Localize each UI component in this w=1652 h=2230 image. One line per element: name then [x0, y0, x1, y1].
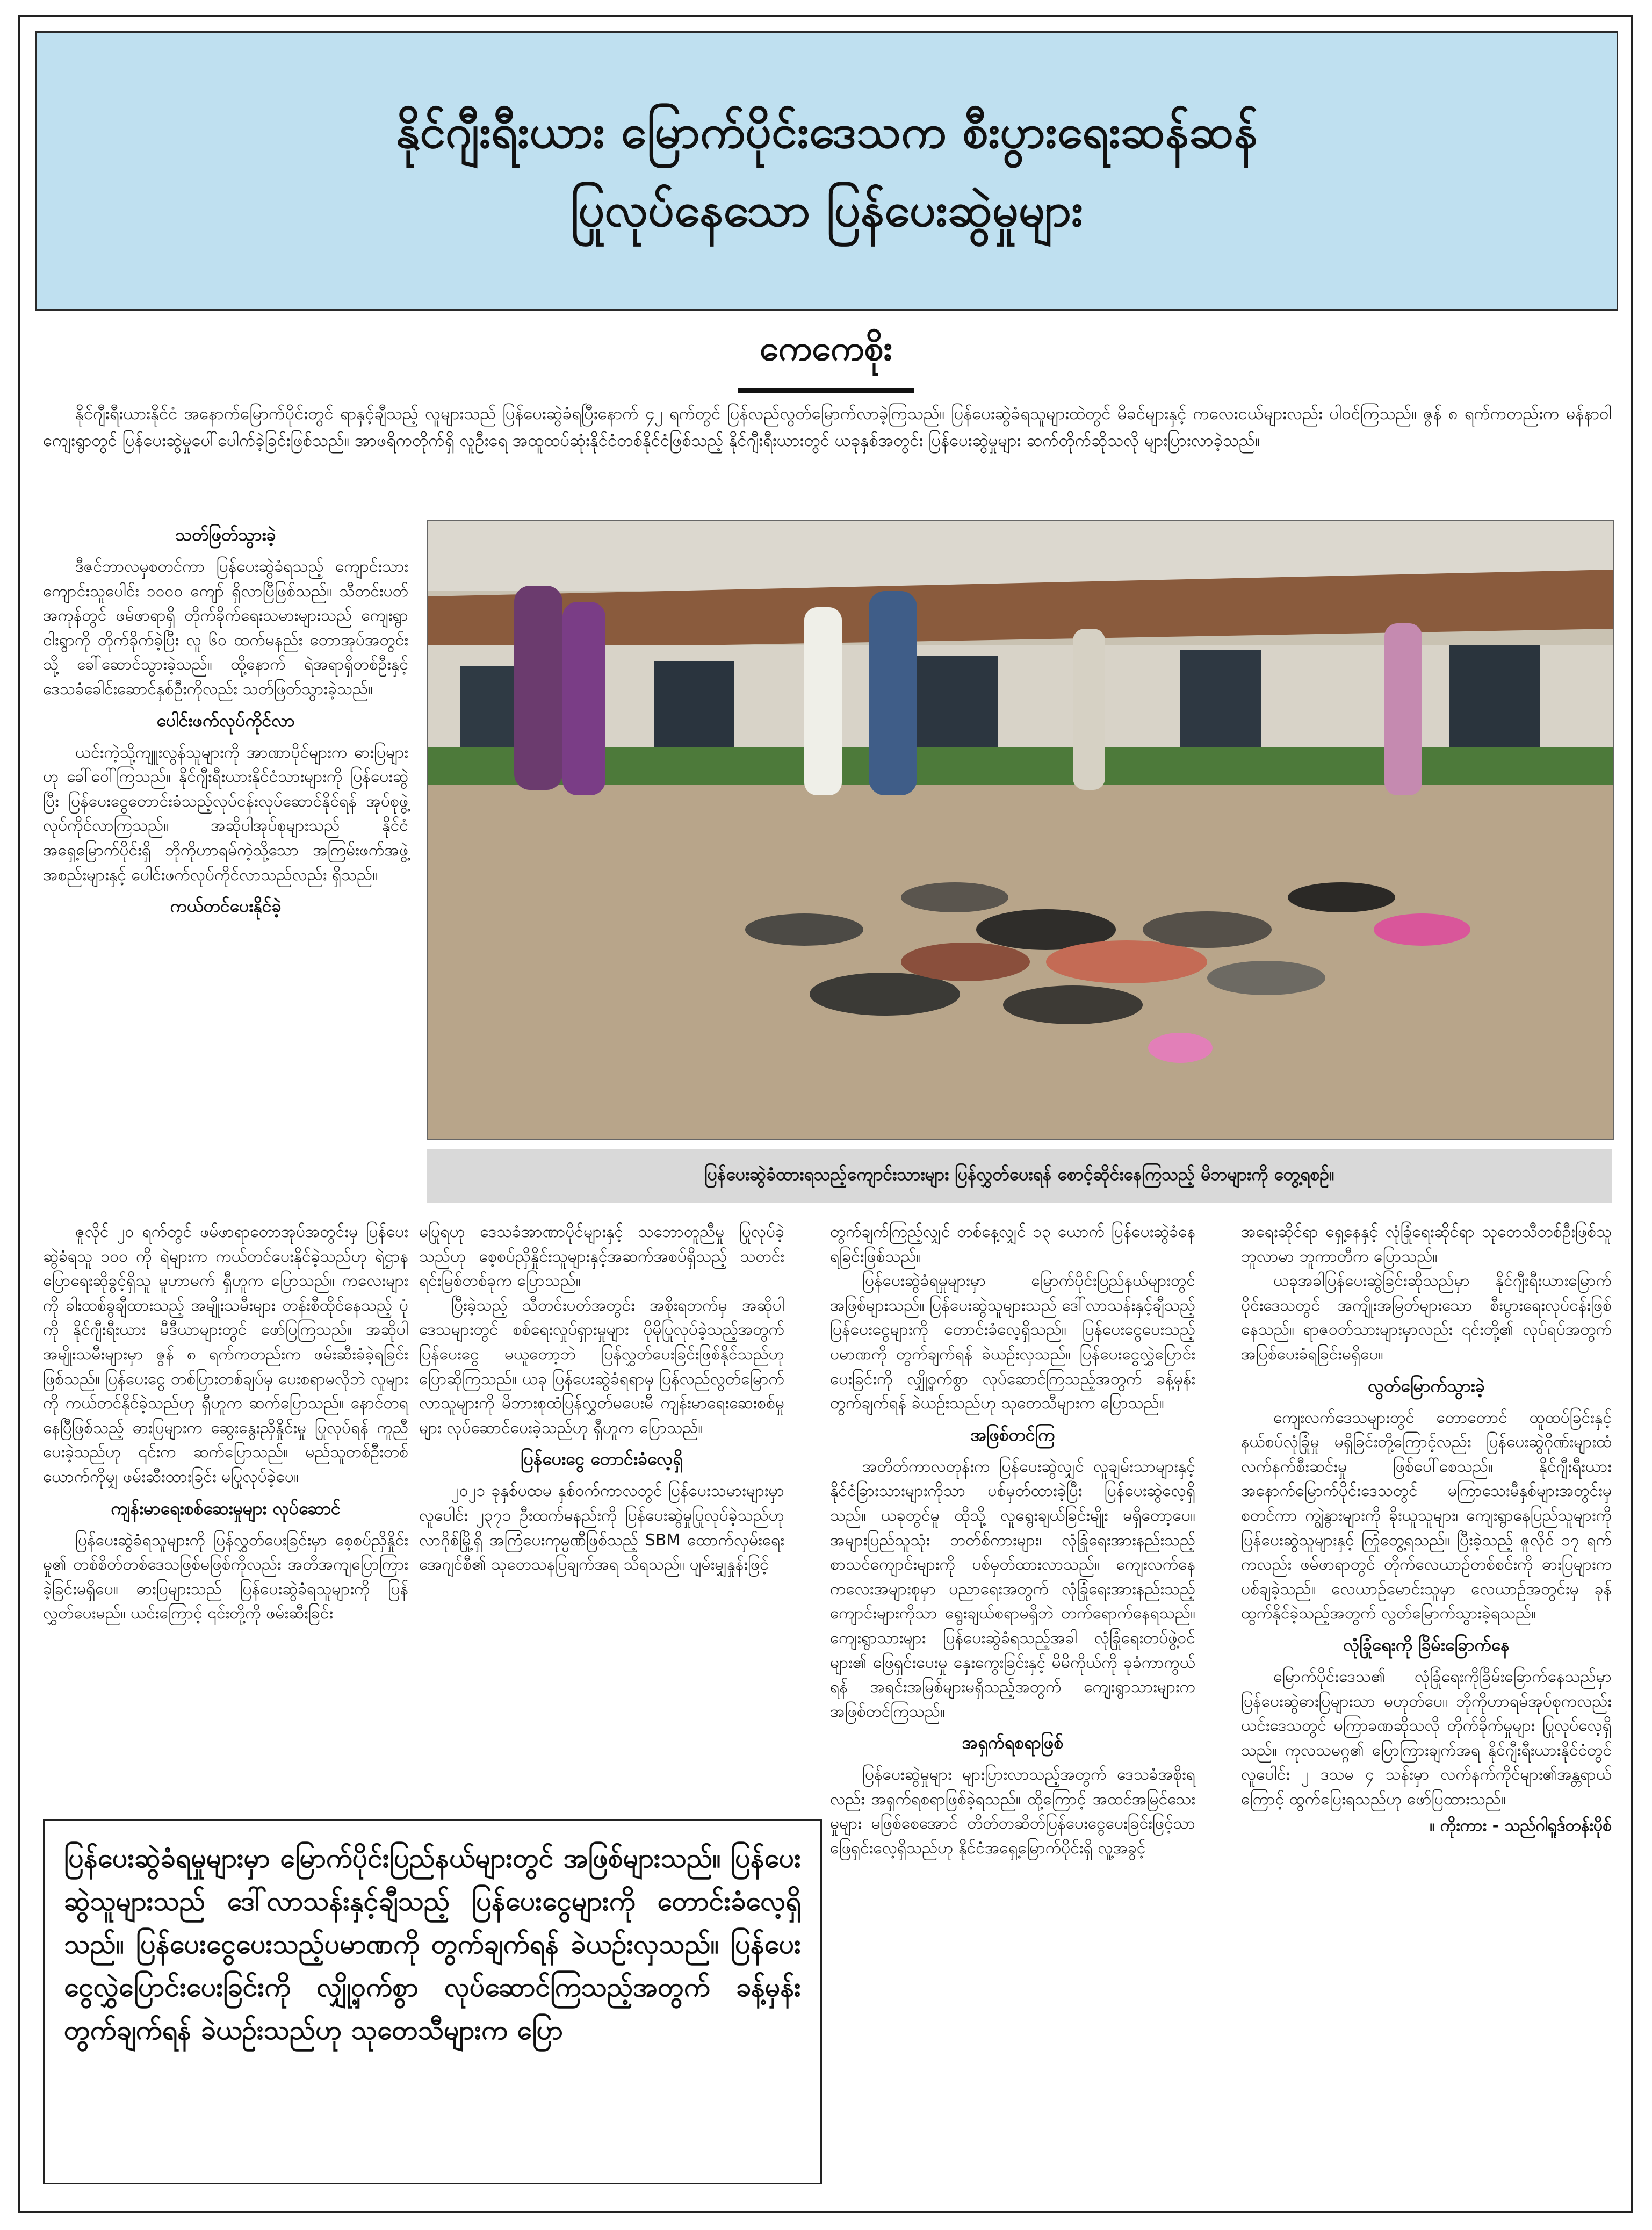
paragraph-14: ကျေးလက်ဒေသများတွင် တောတောင် ထူထပ်ခြင်းနှင့် နယ်စပ်လုံခြုံမှု မရှိခြင်းတို့ကြောင့်လည်း ပြန်ပေးဆွဲဂိုဏ်းများထံ လက်နက်စီးဆင်းမှု ဖြစ်ပေါ်စေသည်။ နိုင်ဂျီးရီးယား အနောက်မြောက်ပိုင်းဒေသတွင် မကြာသေးမီနှစ်များအတွင်းမှ စတင်ကာ ကျွဲနွားများကို ခိုးယူသူများ၊ ကျေးရွာနေပြည်သူများကိုပြန်ပေးဆွဲသူများနှင့် ကြုံတွေ့ရသည်။ ပြီးခဲ့သည့် ဇူလိုင် ၁၇ ရက်ကလည်း ဖမ်ဖာရာတွင် တိုက်လေယာဉ်တစ်စင်းကို ဓားပြများက ပစ်ချခဲ့သည်။ လေယာဉ်မောင်းသူမှာ လေယာဉ်အတွင်းမှ ခုန်ထွက်နိုင်ခဲ့သည့်အတွက် လွတ်မြောက်သွားခဲ့ရသည်။ — [1241, 1408, 1612, 1623]
subhead-6: အဖြစ်တင်ကြ — [970, 1424, 1055, 1445]
news-photo — [427, 520, 1614, 1140]
subhead-4: ကျန်းမာရေးစစ်ဆေးမှုများ လုပ်ဆောင် — [111, 1498, 341, 1519]
paragraph-12: အရေးဆိုင်ရာ ရှေ့နေနှင့် လုံခြုံရေးဆိုင်ရာ သုတေသီတစ်ဦးဖြစ်သူ ဘူလာမာ ဘူကာတီက ပြောသည်။ — [1241, 1222, 1612, 1266]
paragraph-2: ယင်းကဲ့သို့ကျူးလွန်သူများကို အာဏာပိုင်များက ဓားပြများဟု ခေါ်ဝေါ်ကြသည်။ နိုင်ဂျီးရီးယားနိုင်ငံသားများကို ပြန်ပေးဆွဲပြီး ပြန်ပေးငွေတောင်းခံသည့်လုပ်ငန်းလုပ်ဆောင်နိုင်ရန် အုပ်စုဖွဲ့လုပ်ကိုင်လာကြသည်။ အဆိုပါအုပ်စုများသည် နိုင်ငံအရှေ့မြောက်ပိုင်းရှိ ဘိုကိုဟာရမ်ကဲ့သို့သော အကြမ်းဖက်အဖွဲ့အစည်းများနှင့် ပေါင်းဖက်လုပ်ကိုင်လာသည်လည်း ရှိသည်။ — [43, 743, 408, 884]
headline-banner — [35, 31, 1618, 311]
paragraph-1: ဒီဇင်ဘာလမှစတင်ကာ ပြန်ပေးဆွဲခံရသည့် ကျောင်းသားကျောင်းသူပေါင်း ၁၀၀၀ ကျော် ရှိလာပြီဖြစ်သည်။ သီတင်းပတ်အကုန်တွင် ဖမ်ဖာရာရှိ တိုက်ခိုက်ရေးသမားများသည် ကျေးရွာ ငါးရွာကို တိုက်ခိုက်ခဲ့ပြီး လူ ၆၀ ထက်မနည်း တောအုပ်အတွင်းသို့ ခေါ်ဆောင်သွားခဲ့သည်။ ထို့နောက် ရဲအရာရှိတစ်ဦးနှင့် ဒေသခံခေါင်းဆောင်နှစ်ဦးကိုလည်း သတ်ဖြတ်သွားခဲ့သည်။ — [43, 557, 408, 699]
lead-paragraph: နိုင်ဂျီးရီးယားနိုင်ငံ အနောက်မြောက်ပိုင်းတွင် ရာနှင့်ချီသည့် လူများသည် ပြန်ပေးဆွဲခံရပြီးနောက် ၄၂ ရက်တွင် ပြန်လည်လွတ်မြောက်လာခဲ့ကြသည်။ ပြန်ပေးဆွဲခံရသူများထဲတွင် မိခင်များနှင့် ကလေးငယ်များလည်း ပါဝင်ကြသည်။ ဇွန် ၈ ရက်ကတည်းက မန်နာဝါကျေးရွာတွင် ပြန်ပေးဆွဲမှုပေါ်ပေါက်ခဲ့ခြင်းဖြစ်သည်။ အာဖရိကတိုက်ရှိ လူဦးရေ အထူထပ်ဆုံးနိုင်ငံတစ်နိုင်ငံဖြစ်သည့် နိုင်ဂျီးရီးယားတွင် ယခုနှစ်အတွင်း ပြန်ပေးဆွဲမှုများ ဆက်တိုက်ဆိုသလို များပြားလာခဲ့သည်။ — [43, 404, 1612, 450]
photo-caption: ပြန်ပေးဆွဲခံထားရသည့်ကျောင်းသားများ ပြန်လွှတ်ပေးရန် စောင့်ဆိုင်းနေကြသည့် မိဘများကို တွေ့ရစဉ်။ — [427, 1149, 1612, 1203]
paragraph-13: ယခုအခါပြန်ပေးဆွဲခြင်းဆိုသည်မှာ နိုင်ဂျီးရီးယားမြောက်ပိုင်းဒေသတွင် အကျိုးအမြတ်များသော စီးပွားရေးလုပ်ငန်းဖြစ်နေသည်။ ရာဇဝတ်သားများမှာလည်း ၎င်းတို့၏ လုပ်ရပ်အတွက် အပြစ်ပေးခံရခြင်းမရှိပေ။ — [1241, 1271, 1612, 1364]
subhead-9: လုံခြုံရေးကို ခြိမ်းခြောက်နေ — [1343, 1634, 1510, 1655]
paragraph-3: ဇူလိုင် ၂၀ ရက်တွင် ဖမ်ဖာရာတောအုပ်အတွင်းမှ ပြန်ပေးဆွဲခံရသူ ၁၀၀ ကို ရဲများက ကယ်တင်ပေးနိုင်ခဲ့သည်ဟု ရဲဌာနပြောရေးဆိုခွင့်ရှိသူ မူဟာမက် ရှီဟူက ပြောသည်။ ကလေးများကို ခါးထစ်ခွချီထားသည့် အမျိုးသမီးများ တန်းစီထိုင်နေသည့် ပုံကို နိုင်ဂျီးရီးယား မီဒီယာများတွင် ဖော်ပြကြသည်။ အဆိုပါ အမျိုးသမီးများမှာ ဇွန် ၈ ရက်ကတည်းက ဖမ်းဆီးခံခဲ့ရခြင်းဖြစ်သည်။ ပြန်ပေးငွေ တစ်ပြားတစ်ချပ်မှ ပေးစရာမလိုဘဲ လူများကို ကယ်တင်နိုင်ခဲ့သည်ဟု ရှီဟူက ဆက်ပြောသည်။ နောင်တရနေပြီဖြစ်သည့် ဓားပြများက ဆွေးနွေးညှိနှိုင်းမှု ပြုလုပ်ရန် ကူညီပေးခဲ့သည်ဟု ၎င်းက ဆက်ပြောသည်။ မည်သူတစ်ဦးတစ်ယောက်ကိုမျှ ဖမ်းဆီးထားခြင်း မပြုလုပ်ခဲ့ပေ။ — [43, 1222, 408, 1486]
subhead-1: သတ်ဖြတ်သွားခဲ့ — [175, 524, 276, 545]
subhead-8: လွတ်မြောက်သွားခဲ့ — [1368, 1375, 1485, 1396]
column-1-bottom — [43, 1220, 408, 1626]
paragraph-10: အတိတ်ကာလတုန်းက ပြန်ပေးဆွဲလျှင် လူချမ်းသာများနှင့် နိုင်ငံခြားသားများကိုသာ ပစ်မှတ်ထားခဲ့ပြီး ပြန်ပေးဆွဲလေ့ရှိသည်။ ယခုတွင်မူ ထိုသို့ လူရွေးချယ်ခြင်းမျိုး မရှိတော့ပေ။ အများပြည်သူသုံး ဘတ်စ်ကားများ၊ လုံခြုံရေးအားနည်းသည့် စာသင်ကျောင်းများကို ပစ်မှတ်ထားလာသည်။ ကျေးလက်နေ ကလေးအများစုမှာ ပညာရေးအတွက် လုံခြုံရေးအားနည်းသည့် ကျောင်းများကိုသာ ရွေးချယ်စရာမရှိဘဲ တက်ရောက်နေရသည်။ ကျေးရွာသားများ ပြန်ပေးဆွဲခံရသည့်အခါ လုံခြုံရေးတပ်ဖွဲ့ဝင်များ၏ ဖြေရှင်းပေးမှု နှေးကွေးခြင်းနှင့် မိမိကိုယ်ကို ခုခံကာကွယ်ရန် အရင်းအမြစ်များမရှိသည့်အတွက် ကျေးရွာသားများက အဖြစ်တင်ကြသည်။ — [830, 1457, 1195, 1721]
paragraph-11: ပြန်ပေးဆွဲမှုများ များပြားလာသည့်အတွက် ဒေသခံအစိုးရလည်း အရှက်ရစရာဖြစ်ခဲ့ရသည်။ ထို့ကြောင့် အထင်အမြင်သေးမှုများ မဖြစ်စေအောင် တိတ်တဆိတ်ပြန်ပေးငွေပေးခြင်းဖြင့်သာ ဖြေရှင်းလေ့ရှိသည်ဟု နိုင်ငံအရှေ့မြောက်ပိုင်းရှိ လူ့အခွင့် — [830, 1765, 1195, 1858]
subhead-7: အရှက်ရစရာဖြစ် — [962, 1732, 1064, 1753]
subhead-2: ပေါင်းဖက်လုပ်ကိုင်လာ — [156, 710, 295, 731]
headline-line-1: နိုင်ဂျီးရီးယား မြောက်ပိုင်းဒေသက စီးပွားရေးဆန်ဆန် — [396, 104, 1258, 159]
paragraph-8: တွက်ချက်ကြည့်လျှင် တစ်နေ့လျှင် ၁၃ ယောက် ပြန်ပေးဆွဲခံနေရခြင်းဖြစ်သည်။ — [830, 1222, 1195, 1266]
source-credit: ။ ကိုးကား - သည်ဂါရူဒ်တန်းပိုစ် — [1430, 1816, 1612, 1836]
paragraph-4: ပြန်ပေးဆွဲခံရသူများကို ပြန်လွှတ်ပေးခြင်းမှာ စေ့စပ်ညှိနှိုင်းမှု၏ တစ်စိတ်တစ်ဒေသဖြစ်မဖြစ်ကိုလည်း အတိအကျပြောကြားခဲ့ခြင်းမရှိပေ။ ဓားပြများသည် ပြန်ပေးဆွဲခံရသူများကို ပြန်လွှတ်ပေးမည်။ ယင်းကြောင့် ၎င်းတို့ကို ဖမ်းဆီးခြင်း — [43, 1530, 408, 1623]
pull-quote-text: ပြန်ပေးဆွဲခံရမှုများမှာ မြောက်ပိုင်းပြည်နယ်များတွင် အဖြစ်များသည်။ ပြန်ပေးဆွဲသူများသည် ဒေါ်လာသန်းနှင့်ချီသည့် ပြန်ပေးငွေများကို တောင်းခံလေ့ရှိသည်။ ပြန်ပေးငွေပေးသည့်ပမာဏကို တွက်ချက်ရန် ခဲယဉ်းလှသည်။ ပြန်ပေးငွေလွှဲပြောင်းပေးခြင်းကို လျှို့ဝှက်စွာ လုပ်ဆောင်ကြသည့်အတွက် ခန့်မှန်းတွက်ချက်ရန် ခဲယဉ်းသည်ဟု သုတေသီများက ပြော — [64, 1843, 801, 2046]
paragraph-15: မြောက်ပိုင်းဒေသ၏ လုံခြုံရေးကိုခြိမ်းခြောက်နေသည်မှာ ပြန်ပေးဆွဲဓားပြများသာ မဟုတ်ပေ။ ဘိုကိုဟာရမ်အုပ်စုကလည်း ယင်းဒေသတွင် မကြာခဏဆိုသလို တိုက်ခိုက်မှုများ ပြုလုပ်လေ့ရှိသည်။ ကုလသမဂ္ဂ၏ ပြောကြားချက်အရ နိုင်ဂျီးရီးယားနိုင်ငံတွင် လူပေါင်း ၂ ဒသမ ၄ သန်းမှာ လက်နက်ကိုင်များ၏အန္တရာယ်ကြောင့် ထွက်ပြေးရသည်ဟု ဖော်ပြထားသည်။ — [1241, 1667, 1612, 1809]
column-3 — [830, 1220, 1195, 1861]
column-4 — [1241, 1220, 1612, 1839]
subhead-5: ပြန်ပေးငွေ တောင်းခံလေ့ရှိ — [521, 1449, 683, 1470]
pull-quote-box — [43, 1819, 822, 2184]
paragraph-5: မပြုရဟု ဒေသခံအာဏာပိုင်များနှင့် သဘောတူညီမှု ပြုလုပ်ခဲ့သည်ဟု စေ့စပ်ညှိနှိုင်းသူများနှင့်အဆက်အစပ်ရှိသည့် သတင်းရင်းမြစ်တစ်ခုက ပြောသည်။ — [419, 1222, 784, 1291]
byline-wrap — [0, 327, 1652, 393]
column-2 — [419, 1220, 784, 1577]
byline: ကေကေစိုး — [738, 327, 914, 393]
column-left-top — [43, 516, 408, 926]
paragraph-7: ၂၀၂၁ ခုနှစ်ပထမ နှစ်ဝက်ကာလတွင် ပြန်ပေးသမားများမှာ လူပေါင်း ၂၃၇၁ ဦးထက်မနည်းကို ပြန်ပေးဆွဲမှုပြုလုပ်ခဲ့သည်ဟု လာဂိုစ်မြို့ရှိ အကြံပေးကုမ္ပဏီဖြစ်သည့် SBM ထောက်လှမ်းရေးအေဂျင်စီ၏ သုတေသနပြချက်အရ သိရသည်။ ပျမ်းမျှနှုန်းဖြင့် — [419, 1481, 784, 1574]
paragraph-6: ပြီးခဲ့သည့် သီတင်းပတ်အတွင်း အစိုးရဘက်မှ အဆိုပါဒေသများတွင် စစ်ရေးလှုပ်ရှားမှုများ ပိုမိုပြုလုပ်ခဲ့သည့်အတွက် ပြန်ပေးငွေ မယူတော့ဘဲ ပြန်လွှတ်ပေးခြင်းဖြစ်နိုင်သည်ဟု ပြောဆိုကြသည်။ ယခု ပြန်ပေးဆွဲခံရရာမှ ပြန်လည်လွတ်မြောက်လာသူများကို မိဘားစုထံပြန်လွှတ်မပေးမီ ကျန်းမာရေးဆေးစစ်မှုများ လုပ်ဆောင်ပေးခဲ့သည်ဟု ရှီဟူက ပြောသည်။ — [419, 1296, 784, 1437]
headline-line-2: ပြုလုပ်နေသော ပြန်ပေးဆွဲမှုများ — [571, 183, 1083, 237]
news-photo-illustration — [428, 521, 1613, 1139]
subhead-3: ကယ်တင်ပေးနိုင်ခဲ့ — [170, 896, 282, 917]
paragraph-9: ပြန်ပေးဆွဲခံရမှုများမှာ မြောက်ပိုင်းပြည်နယ်များတွင် အဖြစ်များသည်။ ပြန်ပေးဆွဲသူများသည် ဒေါ်လာသန်းနှင့်ချီသည့် ပြန်ပေးငွေများကို တောင်းခံလေ့ရှိသည်။ ပြန်ပေးငွေပေးသည့်ပမာဏကို တွက်ချက်ရန် ခဲယဉ်းလှသည်။ ပြန်ပေးငွေလွှဲပြောင်းပေးခြင်းကို လျှို့ဝှက်စွာ လုပ်ဆောင်ကြသည့်အတွက် ခန့်မှန်းတွက်ချက်ရန် ခဲယဉ်းသည်ဟု သုတေသီများက ပြောသည်။ — [830, 1271, 1195, 1413]
